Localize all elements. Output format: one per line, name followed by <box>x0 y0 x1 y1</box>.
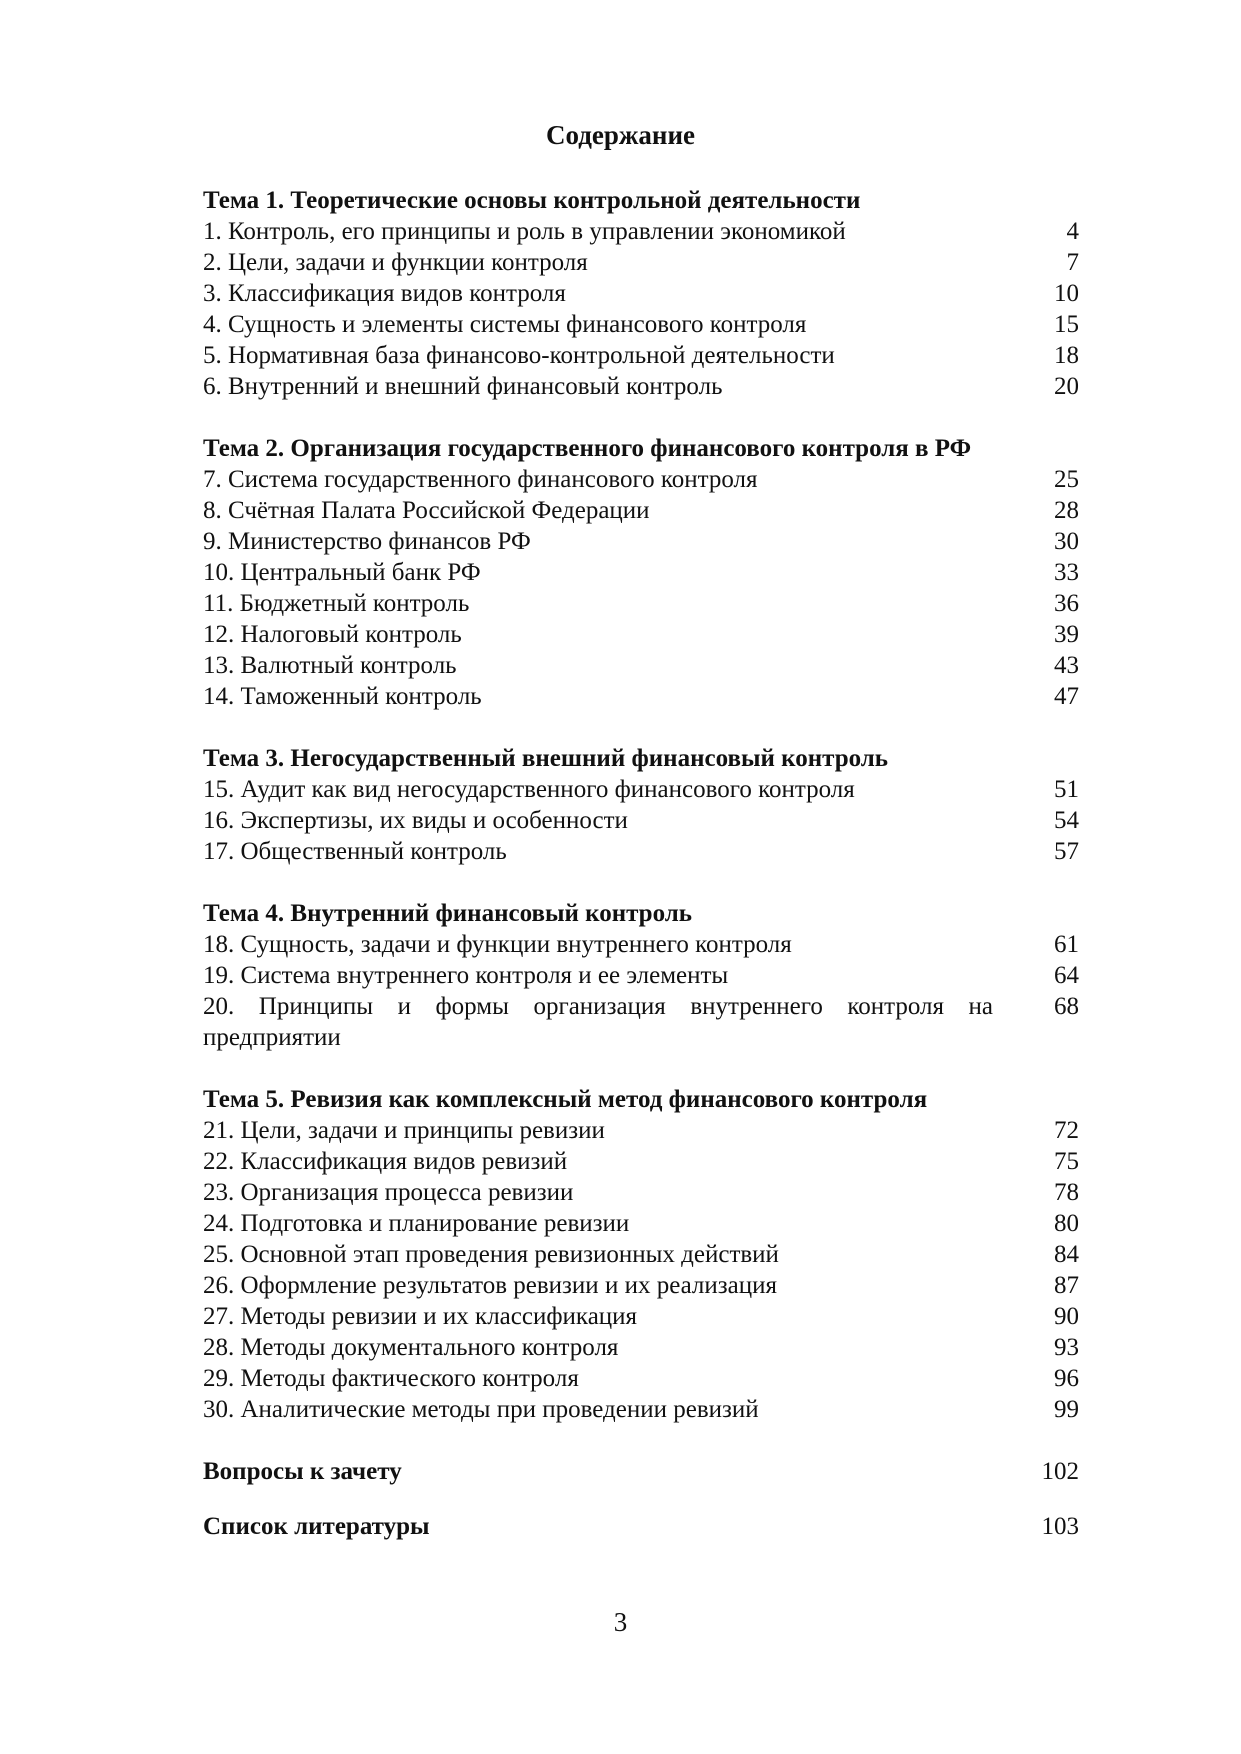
toc-item-title: 15. Аудит как вид негосударственного финансового контроля <box>203 776 855 803</box>
toc-item-page: 25 <box>1054 466 1079 493</box>
section-heading-title: Тема 5. Ревизия как комплексный метод финансового контроля <box>203 1086 928 1113</box>
section-heading-title: Тема 1. Теоретические основы контрольной деятельности <box>203 187 861 214</box>
toc-item[interactable] <box>203 1146 1079 1177</box>
toc-item[interactable] <box>203 1332 1079 1363</box>
toc-item-title: 20. Принципы и формы организация внутреннего контроля на предприятии <box>203 993 993 1051</box>
toc-item-page: 10 <box>1054 280 1079 307</box>
toc-extra-title: Вопросы к зачету <box>203 1458 402 1485</box>
section-heading-5[interactable] <box>203 1084 1079 1115</box>
toc-item-page: 93 <box>1054 1334 1079 1361</box>
section-heading-1[interactable] <box>203 185 1079 216</box>
toc-item-title: 29. Методы фактического контроля <box>203 1365 579 1392</box>
toc-item-title: 9. Министерство финансов РФ <box>203 528 531 555</box>
toc-item-title: 17. Общественный контроль <box>203 838 507 865</box>
toc-item-title: 11. Бюджетный контроль <box>203 590 470 617</box>
toc-item-page: 47 <box>1054 683 1079 710</box>
toc-item-page: 90 <box>1054 1303 1079 1330</box>
toc-item[interactable] <box>203 1239 1079 1270</box>
toc-item[interactable] <box>203 1177 1079 1208</box>
section-heading-4[interactable] <box>203 898 1079 929</box>
toc-item-page: 7 <box>1066 249 1079 276</box>
toc-extra-questions[interactable] <box>203 1456 1079 1487</box>
toc-item[interactable] <box>203 1363 1079 1394</box>
toc-item[interactable] <box>203 557 1079 588</box>
toc-extra-page: 102 <box>1041 1458 1079 1485</box>
toc-extra-page: 103 <box>1041 1513 1079 1540</box>
toc-item-title: 19. Система внутреннего контроля и ее элементы <box>203 962 729 989</box>
toc-item-page: 96 <box>1054 1365 1079 1392</box>
toc-item-title: 27. Методы ревизии и их классификация <box>203 1303 638 1330</box>
toc-item[interactable] <box>203 1394 1079 1425</box>
toc-item[interactable] <box>203 960 1079 991</box>
section-gap <box>203 712 1079 743</box>
toc-item-page: 54 <box>1054 807 1079 834</box>
toc-item-page: 4 <box>1066 218 1079 245</box>
page-number: 3 <box>613 1607 628 1637</box>
toc-item-page: 28 <box>1054 497 1079 524</box>
toc-item-title: 22. Классификация видов ревизий <box>203 1148 568 1175</box>
section-heading-title: Тема 4. Внутренний финансовый контроль <box>203 900 693 927</box>
toc-item-page: 64 <box>1054 962 1079 989</box>
toc-item[interactable] <box>203 991 1079 1053</box>
section-heading-title: Тема 3. Негосударственный внешний финансовый контроль <box>203 745 889 772</box>
toc-item-title: 5. Нормативная база финансово-контрольной деятельности <box>203 342 835 369</box>
toc-item[interactable] <box>203 1208 1079 1239</box>
toc-item-page: 20 <box>1054 373 1079 400</box>
toc-item-title: 6. Внутренний и внешний финансовый контроль <box>203 373 723 400</box>
toc-item[interactable] <box>203 278 1079 309</box>
toc-extra-title: Список литературы <box>203 1513 430 1540</box>
section-heading-2[interactable] <box>203 433 1079 464</box>
toc-item-title: 24. Подготовка и планирование ревизии <box>203 1210 630 1237</box>
toc-item[interactable] <box>203 774 1079 805</box>
toc-item-title: 14. Таможенный контроль <box>203 683 482 710</box>
toc-item[interactable] <box>203 619 1079 650</box>
toc-item[interactable] <box>203 929 1079 960</box>
toc-item[interactable] <box>203 247 1079 278</box>
toc-item-title: 8. Счётная Палата Российской Федерации <box>203 497 650 524</box>
toc-item[interactable] <box>203 309 1079 340</box>
toc-item-title: 13. Валютный контроль <box>203 652 457 679</box>
toc-item-title: 2. Цели, задачи и функции контроля <box>203 249 588 276</box>
toc-item[interactable] <box>203 1115 1079 1146</box>
toc-item-page: 87 <box>1054 1272 1079 1299</box>
toc-item-title: 1. Контроль, его принципы и роль в управлении экономикой <box>203 218 846 245</box>
toc-item-title: 4. Сущность и элементы системы финансового контроля <box>203 311 807 338</box>
toc-item-page: 75 <box>1054 1148 1079 1175</box>
toc-item-title: 10. Центральный банк РФ <box>203 559 481 586</box>
toc-item-page: 68 <box>1054 993 1079 1020</box>
section-gap <box>203 867 1079 898</box>
section-gap <box>203 1487 1079 1511</box>
toc-item-title: 23. Организация процесса ревизии <box>203 1179 574 1206</box>
section-gap <box>203 1425 1079 1456</box>
toc-item-title: 30. Аналитические методы при проведении ревизий <box>203 1396 759 1423</box>
toc-item[interactable] <box>203 495 1079 526</box>
toc-item[interactable] <box>203 836 1079 867</box>
toc-item-page: 51 <box>1054 776 1079 803</box>
toc-item-page: 78 <box>1054 1179 1079 1206</box>
toc-item[interactable] <box>203 216 1079 247</box>
toc-item[interactable] <box>203 1270 1079 1301</box>
toc-item[interactable] <box>203 371 1079 402</box>
toc-item-title: 7. Система государственного финансового контроля <box>203 466 758 493</box>
section-heading-title: Тема 2. Организация государственного финансового контроля в РФ <box>203 435 972 462</box>
toc-item-page: 72 <box>1054 1117 1079 1144</box>
section-gap <box>203 402 1079 433</box>
toc-item-page: 15 <box>1054 311 1079 338</box>
toc-item[interactable] <box>203 588 1079 619</box>
toc-item-page: 80 <box>1054 1210 1079 1237</box>
toc-item-page: 36 <box>1054 590 1079 617</box>
toc-item-page: 18 <box>1054 342 1079 369</box>
toc-item-title: 28. Методы документального контроля <box>203 1334 619 1361</box>
toc-item-title: 12. Налоговый контроль <box>203 621 462 648</box>
toc-item-page: 84 <box>1054 1241 1079 1268</box>
toc-item-title: 25. Основной этап проведения ревизионных действий <box>203 1241 779 1268</box>
toc-item-page: 30 <box>1054 528 1079 555</box>
toc-item-title: 21. Цели, задачи и принципы ревизии <box>203 1117 605 1144</box>
toc-item[interactable] <box>203 681 1079 712</box>
toc-item[interactable] <box>203 464 1079 495</box>
toc-item-page: 57 <box>1054 838 1079 865</box>
toc-item-page: 99 <box>1054 1396 1079 1423</box>
toc-item[interactable] <box>203 526 1079 557</box>
toc-item[interactable] <box>203 805 1079 836</box>
toc-item-title: 16. Экспертизы, их виды и особенности <box>203 807 628 834</box>
toc-item-page: 39 <box>1054 621 1079 648</box>
section-gap <box>203 1053 1079 1084</box>
toc-item-title: 18. Сущность, задачи и функции внутреннего контроля <box>203 931 792 958</box>
toc-item[interactable] <box>203 650 1079 681</box>
page-title: Содержание <box>545 120 696 150</box>
toc-item-page: 33 <box>1054 559 1079 586</box>
toc-extra-literature[interactable] <box>203 1511 1079 1542</box>
section-heading-3[interactable] <box>203 743 1079 774</box>
toc-item-title: 3. Классификация видов контроля <box>203 280 566 307</box>
toc-item[interactable] <box>203 1301 1079 1332</box>
table-of-contents <box>203 185 1079 1542</box>
toc-item[interactable] <box>203 340 1079 371</box>
toc-item-title: 26. Оформление результатов ревизии и их реализация <box>203 1272 777 1299</box>
toc-item-page: 61 <box>1054 931 1079 958</box>
toc-item-page: 43 <box>1054 652 1079 679</box>
